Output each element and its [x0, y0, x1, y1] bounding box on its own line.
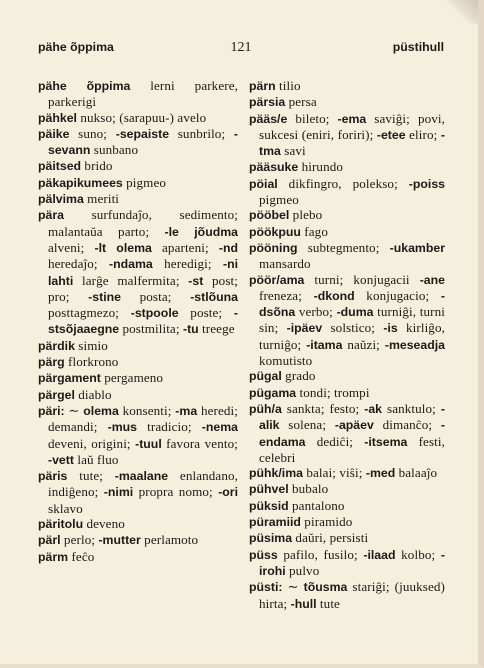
entry-definition: pigmeo: [122, 174, 167, 190]
entry-subform: -med: [365, 466, 396, 481]
entry-headword: pääs/e: [249, 111, 288, 126]
entry-headword: pärg: [38, 355, 65, 370]
entry-headword: pühk/ima: [249, 466, 303, 481]
entry-headword: päkapikumees: [38, 175, 123, 190]
dictionary-entry: [249, 94, 445, 110]
entry-subform: -irohi: [259, 547, 445, 578]
dictionary-entry: [38, 387, 238, 403]
entry-headword: päitsed: [38, 159, 82, 174]
entry-headword: püsima: [249, 531, 293, 546]
entry-definition: konjugacio;: [354, 287, 441, 303]
entry-definition: komutisto: [259, 353, 313, 369]
entry-definition: perlamoto: [140, 532, 199, 548]
dictionary-entry: [249, 272, 445, 369]
dictionary-entry: [249, 207, 445, 223]
entry-definition: daŭri, persisti: [292, 530, 369, 546]
entry-headword: pääsuke: [249, 160, 299, 175]
entry-definition: balaaĵo: [395, 465, 438, 481]
entry-subform: -ipäev: [286, 321, 323, 336]
entry-definition: surfundaĵo, sedimento; malantaŭa parto;: [48, 207, 238, 239]
entry-definition: sankta; festo;: [281, 400, 365, 416]
entry-subform: -ane: [419, 272, 445, 287]
entry-headword: pöial: [249, 176, 278, 191]
entry-definition: pantalono: [288, 497, 345, 513]
entry-subform: -ema: [337, 111, 367, 126]
entry-definition: dikfingro, polekso;: [277, 175, 409, 191]
entry-headword: pärm: [38, 549, 69, 564]
dictionary-entry: [249, 530, 445, 546]
entry-definition: tondi; trompi: [296, 384, 370, 400]
entry-definition: tute: [316, 595, 340, 611]
entry-subform: -dkond: [313, 288, 355, 303]
entry-headword: pärdik: [38, 338, 75, 353]
dictionary-entry: [249, 78, 445, 94]
entry-definition: kirliĝo, turniĝo;: [259, 320, 445, 352]
entry-definition: konsenti;: [118, 402, 176, 418]
entry-subform: -ni lahti: [48, 257, 238, 288]
entry-definition: alveni;: [48, 239, 95, 255]
entry-definition: larĝe malfermita;: [73, 272, 189, 288]
entry-definition: deveni, origini;: [48, 435, 136, 451]
entry-definition: pergameno: [100, 370, 164, 386]
entry-definition: treege: [198, 321, 235, 337]
entry-headword: pärn: [249, 79, 276, 93]
entry-definition: dediĉi;: [305, 433, 365, 449]
header-last-entry: püstihull: [392, 40, 444, 54]
entry-definition: deveno: [83, 516, 125, 532]
entry-definition: nukso; (sarapuu-) avelo: [76, 109, 207, 125]
dictionary-entry: [249, 368, 445, 384]
entry-definition: perlo;: [60, 532, 99, 548]
entry-definition: aparteni;: [151, 239, 219, 255]
dictionary-entry: [249, 465, 445, 481]
entry-definition: posta;: [120, 288, 191, 304]
entry-subform: -duma: [336, 305, 374, 320]
entry-headword: pügama: [249, 385, 297, 400]
dictionary-entry: [38, 516, 238, 532]
dictionary-entry: [249, 385, 445, 401]
right-column: [249, 78, 445, 654]
entry-definition: eliro;: [405, 126, 441, 142]
entry-definition: fago: [300, 223, 328, 239]
entry-definition: favora vento;: [161, 435, 238, 451]
entry-subform: -itama: [306, 337, 343, 352]
entry-definition: sunbrilo;: [169, 125, 234, 141]
entry-definition: persa: [285, 94, 317, 110]
entry-headword: püh/a: [249, 401, 282, 416]
entry-definition: solstico;: [322, 320, 384, 336]
dictionary-entry: [249, 401, 445, 465]
entry-headword: päritolu: [38, 517, 84, 532]
entry-subform: -ilaad: [363, 547, 396, 562]
entry-headword: pöökpuu: [249, 224, 301, 239]
entry-definition: stariĝi; (juuksed) hirta;: [259, 579, 445, 611]
dictionary-entry: [38, 126, 238, 159]
dictionary-entry: [38, 207, 238, 337]
entry-subform: -endama: [259, 418, 445, 449]
entry-subform: -stine: [88, 289, 121, 304]
entry-subform: -lt olema: [94, 240, 152, 255]
entry-headword: püksid: [249, 498, 289, 513]
entry-subform: -vett: [48, 452, 74, 467]
entry-definition: tute;: [67, 468, 115, 484]
entry-definition: turniĝi, turni sin;: [259, 304, 445, 336]
dictionary-entry: [249, 498, 445, 514]
entry-definition: mansardo: [259, 256, 311, 272]
entry-definition: pafilo, fusilo;: [277, 546, 364, 562]
entry-subform: -tu: [182, 322, 199, 337]
entry-headword: pühvel: [249, 482, 289, 497]
entry-definition: posttagmezo;: [48, 305, 131, 321]
entry-subform: -is: [383, 321, 398, 336]
dictionary-entry: [38, 191, 238, 207]
entry-definition: heredaĵo;: [48, 256, 110, 272]
entry-definition: bubalo: [288, 481, 329, 497]
dictionary-entry: [249, 176, 445, 208]
entry-subform: -ukamber: [389, 240, 445, 255]
entry-definition: sklavo: [48, 500, 83, 516]
dictionary-entry: [38, 549, 238, 565]
entry-definition: naŭzi;: [342, 336, 385, 352]
entry-definition: brido: [81, 158, 113, 174]
entry-subform: -sevann: [48, 126, 238, 158]
entry-subform: -itsema: [364, 434, 408, 449]
entry-definition: heredigi;: [152, 256, 223, 272]
entry-subform: -dsõna: [259, 288, 446, 320]
dictionary-entry: [249, 111, 445, 160]
entry-headword: pärgel: [38, 387, 75, 402]
entry-definition: savi: [280, 143, 306, 159]
dictionary-entry: [249, 579, 445, 612]
entry-definition: pulvo: [285, 562, 320, 578]
entry-subform: -ori: [218, 485, 239, 500]
entry-definition: sunbano: [90, 142, 139, 158]
entry-headword: päike: [38, 126, 70, 141]
dictionary-entry: [249, 159, 445, 175]
entry-headword: pärl: [38, 533, 61, 548]
entry-subform: -alik: [259, 401, 445, 433]
entry-definition: ∼: [64, 402, 84, 418]
entry-subform: -poiss: [408, 176, 445, 191]
entry-subform: -ak: [364, 401, 383, 416]
entry-headword: pööbel: [249, 208, 290, 223]
entry-subform: -stpoole: [130, 306, 179, 321]
dictionary-entry: [38, 158, 238, 174]
entry-definition: plebo: [289, 207, 323, 223]
entry-definition: ∼: [282, 579, 304, 595]
entry-definition: lerni parkere, parkerigi: [48, 78, 238, 110]
entry-subform: -etee: [376, 127, 406, 142]
entry-subform: -nema: [201, 420, 238, 435]
entry-definition: kolbo;: [395, 546, 441, 562]
dictionary-entry: [249, 481, 445, 497]
entry-subform: -st: [188, 273, 204, 288]
entry-definition: laŭ fluo: [73, 451, 119, 467]
entry-definition: piramido: [300, 514, 353, 530]
page-header: [38, 40, 444, 60]
entry-subform: tõusma: [303, 580, 348, 595]
left-column: [38, 78, 238, 654]
page-number: 121: [230, 40, 252, 55]
dictionary-entry: [38, 354, 238, 370]
entry-headword: pügal: [249, 369, 282, 384]
entry-headword: päri:: [38, 403, 65, 418]
dictionary-entry: [38, 338, 238, 354]
entry-headword: pähe õppima: [38, 79, 131, 93]
entry-subform: -nimi: [103, 485, 134, 500]
entry-definition: hirundo: [298, 159, 344, 175]
entry-subform: -nd: [218, 240, 238, 255]
entry-definition: pigmeo: [259, 192, 299, 208]
entry-subform: -ma: [175, 403, 198, 418]
entry-headword: püramiid: [249, 515, 301, 530]
entry-definition: heredi; demandi;: [48, 402, 238, 435]
dictionary-entry: [38, 78, 238, 110]
entry-headword: püss: [249, 547, 278, 562]
dictionary-entry: [38, 370, 238, 386]
entry-subform: -sepaiste: [115, 126, 170, 141]
entry-definition: enlandano, indiĝeno;: [48, 468, 238, 500]
dictionary-entry: [38, 175, 238, 191]
entry-definition: feĉo: [68, 548, 95, 564]
entry-headword: pälvima: [38, 192, 84, 207]
entry-definition: freneza;: [259, 287, 314, 303]
dictionary-entry: [38, 468, 238, 516]
entry-definition: diablo: [74, 386, 112, 402]
entry-definition: dimanĉo;: [373, 417, 441, 433]
entry-definition: poste;: [178, 305, 234, 321]
entry-definition: solena;: [279, 417, 335, 433]
entry-definition: turni; konjugacii: [304, 271, 420, 287]
entry-subform: -hull: [290, 596, 317, 611]
header-first-entry: pähe õppima: [38, 40, 114, 54]
entry-definition: florkrono: [64, 354, 119, 370]
entry-headword: püsti:: [249, 580, 283, 595]
entry-definition: bileto;: [287, 110, 338, 126]
entry-definition: simio: [74, 337, 108, 353]
entry-headword: pöör/ama: [249, 272, 305, 287]
entry-definition: verbo;: [295, 304, 337, 320]
entry-definition: meriti: [83, 191, 120, 207]
entry-definition: post; pro;: [48, 272, 238, 304]
entry-subform: -stsõjaaegne: [48, 306, 239, 337]
entry-definition: propra nomo;: [133, 484, 219, 500]
entry-definition: suno;: [69, 125, 116, 141]
entry-headword: pärgament: [38, 371, 101, 386]
entry-subform: -tuul: [135, 436, 162, 451]
entry-subform: -stlõuna: [190, 289, 239, 304]
entry-definition: balai; viŝi;: [302, 465, 366, 481]
entry-subform: -tma: [259, 127, 445, 159]
dictionary-entry: [249, 547, 445, 580]
dictionary-entry: [249, 240, 445, 272]
entry-definition: subtegmento;: [297, 239, 390, 255]
entry-subform: -le jõudma: [164, 224, 238, 239]
dictionary-entry: [38, 403, 238, 468]
dictionary-entry: [38, 532, 238, 548]
dictionary-entry: [249, 514, 445, 530]
entry-headword: päris: [38, 469, 68, 484]
entry-headword: pähkel: [38, 110, 77, 125]
entry-subform: -mus: [107, 420, 138, 435]
entry-definition: sanktulo;: [382, 400, 441, 416]
entry-subform: -meseadja: [384, 337, 445, 352]
page-corner-curl: [444, 0, 478, 24]
entry-definition: festi, celebri: [259, 433, 445, 465]
entry-definition: postmilita;: [119, 321, 183, 337]
entry-subform: -maalane: [114, 469, 169, 484]
entry-headword: pära: [38, 208, 64, 223]
dictionary-entry: [249, 224, 445, 240]
dictionary-entry: [38, 110, 238, 126]
entry-subform: -ndama: [109, 257, 153, 272]
entry-subform: olema: [83, 403, 119, 418]
entry-subform: -mutter: [98, 533, 141, 548]
entry-definition: grado: [281, 368, 316, 384]
entry-definition: saviĝi; povi, sukcesi (eniri, foriri);: [259, 110, 445, 142]
entry-headword: pärsia: [249, 95, 286, 110]
entry-definition: tilio: [275, 78, 301, 93]
entry-definition: tradicio;: [137, 419, 202, 435]
entry-subform: -apäev: [334, 418, 374, 433]
entry-headword: pööning: [249, 240, 298, 255]
